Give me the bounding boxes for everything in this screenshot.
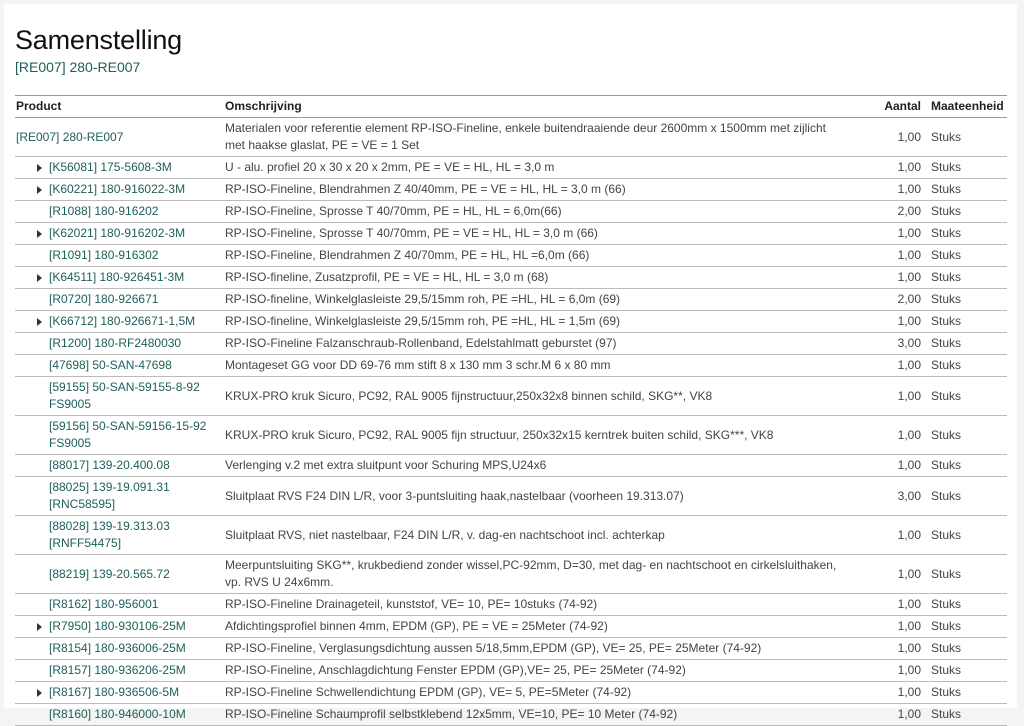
unit-cell: Stuks	[929, 594, 1007, 616]
product-link[interactable]: [K66712] 180-926671-1,5M	[49, 314, 196, 328]
product-link[interactable]: [R1088] 180-916202	[49, 204, 159, 218]
amount-cell: 1,00	[850, 516, 929, 555]
product-link[interactable]: [R8167] 180-936506-5M	[49, 685, 180, 699]
description-cell: Materialen voor referentie element RP-ISO-Fineline, enkele buitendraaiende deur 2600mm x 1500mm met zijlicht met haakse glaslat, PE = VE = 1 Set	[224, 118, 850, 157]
description-cell: Sluitplaat RVS F24 DIN L/R, voor 3-puntsluiting haak,nastelbaar (voorheen 19.313.07)	[224, 477, 850, 516]
table-row[interactable]	[15, 311, 1007, 333]
table-body	[15, 118, 1007, 726]
amount-cell: 1,00	[850, 157, 929, 179]
product-cell	[15, 704, 224, 726]
product-cell	[15, 682, 224, 704]
product-link[interactable]: [R7950] 180-930106-25M	[49, 619, 186, 633]
product-cell	[15, 118, 224, 157]
column-header-unit[interactable]: Maateenheid	[929, 96, 1007, 118]
amount-cell: 2,00	[850, 201, 929, 223]
product-cell	[15, 477, 224, 516]
product-cell	[15, 289, 224, 311]
table-row[interactable]	[15, 201, 1007, 223]
amount-cell: 1,00	[850, 638, 929, 660]
unit-cell: Stuks	[929, 179, 1007, 201]
description-cell: RP-ISO-Fineline, Sprosse T 40/70mm, PE = HL, HL = 6,0m(66)	[224, 201, 850, 223]
description-cell: RP-ISO-Fineline, Sprosse T 40/70mm, PE = VE = HL, HL = 3,0 m (66)	[224, 223, 850, 245]
unit-cell: Stuks	[929, 245, 1007, 267]
amount-cell: 1,00	[850, 594, 929, 616]
amount-cell: 2,00	[850, 289, 929, 311]
unit-cell: Stuks	[929, 201, 1007, 223]
amount-cell: 1,00	[850, 416, 929, 455]
description-cell: RP-ISO-Fineline, Verglasungsdichtung aussen 5/18,5mm,EPDM (GP), VE= 25, PE= 25Meter (74-92)	[224, 638, 850, 660]
expand-caret-icon[interactable]	[37, 230, 42, 238]
table-row[interactable]	[15, 179, 1007, 201]
unit-cell: Stuks	[929, 377, 1007, 416]
product-link[interactable]: [RE007] 280-RE007	[16, 129, 124, 144]
table-row[interactable]	[15, 333, 1007, 355]
product-cell	[15, 179, 224, 201]
unit-cell: Stuks	[929, 416, 1007, 455]
column-header-product[interactable]: Product	[15, 96, 224, 118]
product-cell	[15, 245, 224, 267]
product-cell	[15, 594, 224, 616]
product-link[interactable]: [59155] 50-SAN-59155-8-92 FS9005	[49, 380, 200, 411]
amount-cell: 1,00	[850, 660, 929, 682]
amount-cell: 1,00	[850, 682, 929, 704]
description-cell: RP-ISO-Fineline Falzanschraub-Rollenband, Edelstahlmatt geburstet (97)	[224, 333, 850, 355]
table-row[interactable]	[15, 594, 1007, 616]
expand-caret-icon[interactable]	[37, 318, 42, 326]
description-cell: RP-ISO-fineline, Zusatzprofil, PE = VE = HL, HL = 3,0 m (68)	[224, 267, 850, 289]
product-link[interactable]: [88017] 139-20.400.08	[49, 458, 170, 472]
product-link[interactable]: [K56081] 175-5608-3M	[49, 160, 172, 174]
unit-cell: Stuks	[929, 333, 1007, 355]
unit-cell: Stuks	[929, 289, 1007, 311]
table-row[interactable]	[15, 245, 1007, 267]
product-link[interactable]: [R8162] 180-956001	[49, 597, 159, 611]
product-cell	[15, 616, 224, 638]
product-link[interactable]: [R8160] 180-946000-10M	[49, 707, 186, 721]
expand-caret-icon[interactable]	[37, 689, 42, 697]
product-cell	[15, 638, 224, 660]
product-link[interactable]: [R0720] 180-926671	[49, 292, 159, 306]
product-cell	[15, 377, 224, 416]
table-row[interactable]	[15, 477, 1007, 516]
product-link[interactable]: [47698] 50-SAN-47698	[49, 358, 172, 372]
product-link[interactable]: [88028] 139-19.313.03 [RNFF54475]	[49, 519, 170, 550]
amount-cell: 3,00	[850, 333, 929, 355]
product-link[interactable]: [59156] 50-SAN-59156-15-92 FS9005	[49, 419, 207, 450]
unit-cell: Stuks	[929, 555, 1007, 594]
amount-cell: 1,00	[850, 223, 929, 245]
description-cell: U - alu. profiel 20 x 30 x 20 x 2mm, PE = VE = HL, HL = 3,0 m	[224, 157, 850, 179]
unit-cell: Stuks	[929, 638, 1007, 660]
unit-cell: Stuks	[929, 355, 1007, 377]
unit-cell: Stuks	[929, 118, 1007, 157]
composition-table	[15, 95, 1007, 726]
product-cell	[15, 660, 224, 682]
expand-caret-icon[interactable]	[37, 623, 42, 631]
product-link[interactable]: [R8154] 180-936006-25M	[49, 641, 186, 655]
unit-cell: Stuks	[929, 704, 1007, 726]
table-row[interactable]	[15, 660, 1007, 682]
product-cell	[15, 223, 224, 245]
table-row[interactable]	[15, 355, 1007, 377]
amount-cell: 1,00	[850, 179, 929, 201]
amount-cell: 1,00	[850, 377, 929, 416]
amount-cell: 1,00	[850, 311, 929, 333]
description-cell: RP-ISO-fineline, Winkelglasleiste 29,5/15mm roh, PE =HL, HL = 6,0m (69)	[224, 289, 850, 311]
unit-cell: Stuks	[929, 516, 1007, 555]
product-cell	[15, 201, 224, 223]
product-cell	[15, 311, 224, 333]
table-row[interactable]	[15, 516, 1007, 555]
product-cell	[15, 355, 224, 377]
table-row[interactable]	[15, 416, 1007, 455]
amount-cell: 1,00	[850, 267, 929, 289]
unit-cell: Stuks	[929, 477, 1007, 516]
description-cell: RP-ISO-Fineline, Blendrahmen Z 40/40mm, PE = VE = HL, HL = 3,0 m (66)	[224, 179, 850, 201]
table-row[interactable]	[15, 616, 1007, 638]
description-cell: RP-ISO-Fineline, Anschlagdichtung Fenster EPDM (GP),VE= 25, PE= 25Meter (74-92)	[224, 660, 850, 682]
product-link[interactable]: [K64511] 180-926451-3M	[49, 270, 185, 284]
amount-cell: 1,00	[850, 355, 929, 377]
column-header-amount[interactable]: Aantal	[850, 96, 929, 118]
table-row[interactable]	[15, 455, 1007, 477]
description-cell: Montageset GG voor DD 69-76 mm stift 8 x 130 mm 3 schr.M 6 x 80 mm	[224, 355, 850, 377]
amount-cell: 1,00	[850, 555, 929, 594]
description-cell: RP-ISO-Fineline Drainageteil, kunststof, VE= 10, PE= 10stuks (74-92)	[224, 594, 850, 616]
product-cell	[15, 267, 224, 289]
product-link[interactable]: [R1200] 180-RF2480030	[49, 336, 182, 350]
product-cell	[15, 455, 224, 477]
product-link[interactable]: [R8157] 180-936206-25M	[49, 663, 186, 677]
product-cell	[15, 516, 224, 555]
unit-cell: Stuks	[929, 157, 1007, 179]
description-cell: RP-ISO-fineline, Winkelglasleiste 29,5/15mm roh, PE =HL, HL = 1,5m (69)	[224, 311, 850, 333]
expand-caret-icon[interactable]	[37, 186, 42, 194]
product-cell	[15, 333, 224, 355]
unit-cell: Stuks	[929, 223, 1007, 245]
amount-cell: 1,00	[850, 455, 929, 477]
description-cell: KRUX-PRO kruk Sicuro, PC92, RAL 9005 fijnstructuur,250x32x8 binnen schild, SKG**, VK8	[224, 377, 850, 416]
amount-cell: 1,00	[850, 245, 929, 267]
description-cell: Verlenging v.2 met extra sluitpunt voor Schuring MPS,U24x6	[224, 455, 850, 477]
product-cell	[15, 157, 224, 179]
expand-caret-icon[interactable]	[37, 164, 42, 172]
table-row[interactable]	[15, 704, 1007, 726]
expand-caret-icon[interactable]	[37, 274, 42, 282]
unit-cell: Stuks	[929, 267, 1007, 289]
table-row[interactable]	[15, 118, 1007, 157]
table-row[interactable]	[15, 377, 1007, 416]
product-cell	[15, 416, 224, 455]
unit-cell: Stuks	[929, 682, 1007, 704]
table-row[interactable]	[15, 223, 1007, 245]
table-row[interactable]	[15, 157, 1007, 179]
composition-panel	[4, 4, 1017, 721]
product-link[interactable]: [88219] 139-20.565.72	[49, 566, 170, 581]
product-link[interactable]: [K62021] 180-916202-3M	[49, 226, 186, 240]
table-row[interactable]	[15, 682, 1007, 704]
product-cell	[15, 555, 224, 594]
table-row[interactable]	[15, 555, 1007, 594]
product-link[interactable]: [R1091] 180-916302	[49, 248, 159, 262]
amount-cell: 1,00	[850, 704, 929, 726]
amount-cell: 3,00	[850, 477, 929, 516]
description-cell: RP-ISO-Fineline Schwellendichtung EPDM (GP), VE= 5, PE=5Meter (74-92)	[224, 682, 850, 704]
description-cell: Sluitplaat RVS, niet nastelbaar, F24 DIN L/R, v. dag-en nachtschoot incl. achterkap	[224, 516, 850, 555]
product-link[interactable]: [88025] 139-19.091.31 [RNC58595]	[49, 480, 170, 511]
description-cell: RP-ISO-Fineline, Blendrahmen Z 40/70mm, PE = HL, HL =6,0m (66)	[224, 245, 850, 267]
description-cell: RP-ISO-Fineline Schaumprofil selbstklebend 12x5mm, VE=10, PE= 10 Meter (74-92)	[224, 704, 850, 726]
table-header-row	[15, 96, 1007, 118]
description-cell: Meerpuntsluiting SKG**, krukbediend zonder wissel,PC-92mm, D=30, met dag- en nachtschoot en cirkelsluithaken, vp. RVS U 24x6mm.	[224, 555, 850, 594]
amount-cell: 1,00	[850, 118, 929, 157]
amount-cell: 1,00	[850, 616, 929, 638]
description-cell: Afdichtingsprofiel binnen 4mm, EPDM (GP), PE = VE = 25Meter (74-92)	[224, 616, 850, 638]
table-row[interactable]	[15, 289, 1007, 311]
unit-cell: Stuks	[929, 660, 1007, 682]
unit-cell: Stuks	[929, 616, 1007, 638]
table-row[interactable]	[15, 638, 1007, 660]
unit-cell: Stuks	[929, 311, 1007, 333]
product-link[interactable]: [K60221] 180-916022-3M	[49, 182, 186, 196]
table-row[interactable]	[15, 267, 1007, 289]
column-header-description[interactable]: Omschrijving	[224, 96, 850, 118]
description-cell: KRUX-PRO kruk Sicuro, PC92, RAL 9005 fijn structuur, 250x32x15 kerntrek buiten schild, SKG***, VK8	[224, 416, 850, 455]
page-title: Samenstelling	[15, 25, 182, 55]
page-subtitle: [RE007] 280-RE007	[15, 59, 141, 75]
unit-cell: Stuks	[929, 455, 1007, 477]
